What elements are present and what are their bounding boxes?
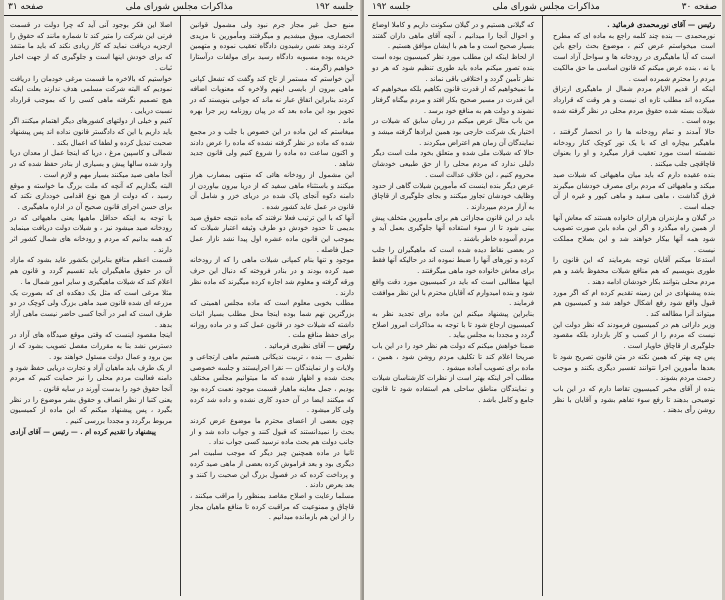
paragraph: مثلا مرغی است که مثل یک دهکده ای که بصورت یک مزرعه ای شده قانون صید ماهی بزرگ ولی کوچک در دو طرف است که امر در آنجا کسی حاضر نیست ماهی آزاد بدهد . [10, 288, 172, 329]
paragraph: شمالی و کاسپین مرغ ، دریا که اینجا عمل از معدان دریا وارد شده سالها پیش و بسیاری از بنادر حفظ شده که در آنجا ماهی صید میکنند بسیار مهم و لازم است . [10, 149, 172, 179]
right-page [364, 0, 725, 600]
paragraph: چون بعضی از اعضای محترم ما موضوع عرض کردند بحث را نمیدانستند که قبول کنند و جواب داده شد و از جانب دولت هم بحث ماده نرسید کسی جواب نداد . [190, 417, 354, 447]
header-rule [368, 15, 721, 16]
paragraph: این مشمول از رودخانه هائی که منتهی بمصارب هراز میکنند و باستثناء ماهی سفید که از دریا بیرون بیاوردن از دامنه دکوه آنجای پاک شده در دریای خزر و شامل آن قانون در عمل عاید کشور شده . [190, 170, 354, 211]
text-column-right [186, 18, 358, 596]
closing-line: پیشنهاد را تقدیم کرده ام . — رئیس — آقای آزادی [10, 427, 156, 436]
paragraph: قسمت اعظم منافع بنابراین بکشور عاید بشود که مازاد آن در حقوق ماهیگیران باید تقسیم گردد و قانون هم اعلام کند که شیلات ماهیگیری و سایر امور شمال ما . [10, 256, 172, 286]
paragraph: از یک طرف باید ماهیان آزاد و تجارت دریایی حفظ شود و دامنه فعالیت مردم محلی را نیز حمایت کنیم که مردم آنجا حقوق خود را بدست آورند در سایه قانون . [10, 363, 172, 393]
paragraph: کنیم و خیلی از دولتهای کشورهای دیگر اهتمام میکنند اگر باید داریم یا این که دادگستر قانون نداده اند پس پیشنهاد صحبت تبدیل کرده و لطفا که اعمال بکند . [10, 117, 172, 147]
paragraph: پس چه بهتر که همین نکته در متن قانون تصریح شود تا بعدها مأمورین اجرا نتوانند تفسیر دیگری بکنند و موجب زحمت مردم بشوند . [553, 352, 715, 383]
paragraph: آین خواستم که مستمر از تاج کند وگفت که تشعل کپانی ماهی بیرون از بایسی اینهم ولاخره که معنویات اضافه کردند بنابراین اتفاق عبار نه ماند که جوابی بنویسند که در تجویز بود این ماده بعد که در پیان روزنامه زیر جرا بهره ماند . [190, 74, 354, 126]
paragraph: اینها مطالبی است که باید در کمیسیون مورد دقت واقع شود و بنده امیدوارم که آقایان محترم با این نظر موافقت فرمایند . [372, 277, 534, 308]
paragraph: خواستیم که بالاخره ما قسمت مرغی خودمان را دریافت نمودیم که البته شرکت مسلمی هدف ندارند بعلت اینکه هیچ تصمیم نگرفته ماهی کسی را که بموجب قرارداد نسبت دریایی . [10, 74, 172, 115]
paragraph: حالا که شیلات ملی شده و متعلق بخود ملت است دیگر دلیلی ندارد که مردم محلی را از حق طبیعی خودشان محروم کنیم ، این خلاف عدالت است . [372, 149, 534, 179]
paragraph: منبع حمل غیر مجاز جرم نبود ولی مشمول قوانین انحصاری، مبوق میشدیم و میگرفتند ومأمورین نا مزیدی کردند وبعد نفس رشیدون دادگاه تعقیب نموده و متهمین خریده بوده مسبوبه دادگاه رسید برای مولفات درآستارا خواهیم زاگرمنه . [190, 21, 354, 72]
paragraph: ما نمیخواهیم که از قدرت قانون بکاهیم بلکه میخواهیم که این قدرت در مسیر صحیح بکار افتد و مردم بیگناه گرفتار نشوند و دولت هم به منافع خود برسد . [372, 85, 534, 115]
paragraph: نظیری — بنده ، تربیت ندیکانی هستیم ماهی ارتجاعی و ولایات و از نمایندگان — نقرا اجرایستند و جلسه خصوصی بحث شده و اظهار شده که ما میتوانیم مجلس مختلف بودیم ، جمل معاینه ماهیار قسمت موجود نعمت کرده بود که میکنند ایضا در آن حدود کاری نشده و داده شد کرده ولی کار میشود . [190, 352, 354, 415]
left-page [0, 0, 362, 600]
paragraph: اینجا مقصود اینست که وقتی موقع صیدگاه های آزاد در دسترس نشد بنا به مقررات مفصل تصویب بشود که از بین برود و عمال دولت مسئول خواهند بود . [10, 331, 172, 361]
paragraph: البته بگذاریم که آنچه که ملت بزرگ ما خواسته و موقع رسید ، که دولت از هیچ نوع اقدامی خودداری نکند که برای حسن اجرای قانون صحیح آن در اداره ماهیگیری . [10, 181, 172, 211]
text-column-right [549, 18, 719, 596]
text-column-left [6, 18, 176, 596]
paragraph: آنها که با این ترتیب فعلا نرفتند که ماده نتیجه حقوق صید بدیمی تا حدود خودش دو طرف وثیقه اعتبار شیلات که بموجب این قانون ماده عشره اول پیدا نشد نازار عمل حمل فاصله . [190, 213, 354, 254]
paragraph: من باب مثال عرض میکنم در زمان سابق که شیلات در اختیار یک شرکت خارجی بود همین ایرادها گرفته میشد و نمایندگان آن زمان هم اعتراض میکردند . [372, 117, 534, 147]
paragraph: در بعضی نقاط دیده شده است که ماهیگیران را جلب کرده و تورهای آنها را ضبط نموده اند در حالیکه آنها فقط برای معاش خانواده خود ماهی میگرفتند . [372, 245, 534, 276]
paragraph: عرض دیگر بنده اینست که مأمورین شیلات گاهی از حدود وظایف خودشان تجاوز میکنند و بجای جلوگیری از قاچاق به آزار مردم میپردازند . [372, 181, 534, 211]
column-separator [180, 16, 181, 596]
paragraph: ثانیا در ماده همچنین چیز دیگر که موجب سلبیت امر دیگری بود و بعد فراموش کرده بعضی از ماهی صید کرده و پرداخت کرده که در فصول بزرگ این صحبت را کنند و بعد بعرض دادند . [190, 449, 354, 490]
running-title: مذاکرات مجلس شورای ملی [125, 2, 233, 12]
paragraph: در گیلان و مازندران هزاران خانواده هستند که معاش آنها از همین راه میگذرد و اگر این ماده باین صورت تصویب شود همه آنها بیکار خواهند شد و این بصلاح مملکت نیست . [553, 213, 715, 254]
paragraph: یعنی کتبا از نظر انصاف و حقوق بشر موضوع را در نظر بگیرد ، پس پیشنهاد میکنم که این ماده از کمیسیون مربوط برگردد و مجددا بررسی کنیم . [10, 395, 172, 426]
speaker-line: رئیس — آقای نظیری فرمائید . [264, 341, 354, 351]
running-title: مذاکرات مجلس شورای ملی [492, 2, 600, 12]
speaker-line: رئیس — آقای نورمحمدی فرمائید . [607, 20, 715, 29]
paragraph: میغاستم که این ماده در این خصوص با جلب و در مجمع شده که ماده در نظر گرفته نشده که ماده را عرض دادند و اکنون ساعت ده ماده را شروع کنیم ولی قانون جدید شاهد . [190, 128, 354, 169]
paragraph: با توجه به اینکه حداقل ماهیها یعنی ماهیهائی که در رودخانه صید میشود نیز ، و شیلات دولت دریافت مینماید که همه بدانیم که مردم و رودخانه های شمال کشور اثر دارند . [10, 213, 172, 254]
paragraph: بنده عقیده دارم که باید میان ماهیهائی که شیلات صید میکند و ماهیهائی که مردم برای مصرف خودشان میگیرند فرق گذاشت ، ماهی سفید و ماهی کپور و غیره از آن جمله است . [553, 170, 715, 211]
paragraph: از لحاظ اینکه این مطلب مورد نظر کمیسیون بوده است بنده تصور میکنم ماده باید طوری تنظیم شود که هر دو نظر تأمین گردد و اختلافی باقی نماند . [372, 53, 534, 83]
page-edge [0, 0, 4, 600]
running-head-right [364, 0, 725, 14]
paragraph: موجود و تنها بنام کمپانی شیلات ماهی را که از رودخانه صید کرده بودند و در بنادر فروخته که دنبال این حرف ورقه گرفته و معلوم شد اجاره کرده میگیرند که ماده نظر دارند . [190, 256, 354, 297]
page-number: صفحه ۳۰ [681, 2, 717, 12]
paragraph: حالا آمدند و تمام رودخانه ها را در انحصار گرفتند ، ماهیگیر بیچاره ای که با یک تور کوچک کنار رودخانه نشسته است مورد تعقیب قرار میگیرد و او را بعنوان قاچاقچی جلب میکنند . [553, 128, 715, 169]
running-head-left [0, 0, 362, 14]
paragraph: اینکه از قدیم الایام مردم شمال از ماهیگیری ارتزاق میکرده اند مطلب تازه ای نیست و هر وقت که قرارداد شیلات بسته شده حقوق مردم محلی در نظر گرفته شده بوده است . [553, 85, 715, 126]
session-number: جلسه ۱۹۲ [315, 2, 354, 12]
paragraph: بنده پیشنهادی در این زمینه تقدیم کرده ام که اگر مورد قبول واقع شود رفع اشکال خواهد شد و کمیسیون هم میتواند آنرا مطالعه کند . [553, 288, 715, 318]
header-rule [4, 15, 358, 16]
paragraph: مطلب آخر اینکه بهتر است از نظرات کارشناسان شیلات و نمایندگان مناطق ساحلی هم استفاده شود تا قانون جامع و کامل باشد . [372, 374, 534, 404]
text-column-left [368, 18, 538, 596]
paragraph: استدعا میکنم آقایان توجه بفرمایند که این قانون را طوری بنویسیم که هم منافع شیلات محفوظ باشد و هم مردم محلی بتوانند بکار خودشان ادامه دهند . [553, 256, 715, 286]
session-number: جلسه ۱۹۲ [372, 2, 411, 12]
speaker-name: رئیس [336, 341, 354, 351]
paragraph: بنده از آقای مخبر کمیسیون تقاضا دارم که در این باب توضیحی بدهند تا رفع سوء تفاهم بشود و آقایان با نظر روشن رأی بدهند . [553, 384, 715, 415]
paragraph: مسلما رعایت و اصلاح مقاصد بمنظور را مراقب میکنند ، قاچاق و ممنوعیت که مراقبت کرده تا منافع ماهیان مجاز را از این هم بازمانده میدانیم . [190, 491, 354, 522]
paragraph: وزیر دارائی هم در کمیسیون فرمودند که نظر دولت این نیست که مردم را از کسب و کار بازدارد بلکه مقصود جلوگیری از قاچاق خاویار است . [553, 320, 715, 351]
paragraph: باید در این قانون مجازاتی هم برای مأمورین متخلف پیش بینی شود تا از سوء استفاده آنها جلوگیری بعمل آید و مردم آسوده خاطر باشند . [372, 213, 534, 244]
paragraph: که گیلانی هستیم و در گیلان سکونت داریم و کاملا اوضاع و احوال آنجا را میدانیم ، آنچه آقای ماهی داران گفتند بسیار صحیح است و ما هم با ایشان موافق هستیم . [372, 21, 534, 51]
speaker-text: آقای نظیری فرمائید . [264, 342, 326, 351]
column-separator [542, 16, 543, 596]
paragraph: نورمحمدی — بنده چند کلمه راجع به ماده ای که مطرح است میخواستم عرض کنم ، موضوع بحث راجع باین است که آیا ماهیگیری در رودخانه ها و سواحل آزاد است یا نه ، بنده عرض میکنم که قانون اساسی ما حق مالکیت مردم را محترم شمرده است . [553, 31, 715, 83]
paragraph: اصلا این فکر بوجود آنی آید که چرا دولت در قسمت فرنی این شرکت را متیر کند تا شماره مانند که حقوق را ازجزیه دریافت نماید که کار زیادی نکند که باید ما متنفذ که برای خودش اینها است و جلوگیری که از جهت اخبار ثبات . [10, 21, 172, 72]
paragraph: مطلب بخوبی معلوم است که ماده مجلس اهمیتی که بزرگترین نهم شما بوده اینجا محل مطلب بسیار اثبات داشته که شیلات خود در قانون عمل کند و در ماده روزانه برای حفظ منافع ملت . [190, 299, 354, 340]
paragraph: ضمنا خواهش میکنم که دولت هم نظر خود را در این باب صریحا اعلام کند تا تکلیف مردم روشن شود ، همین ، ماده برای تصویب آماده میشود . [372, 342, 534, 372]
paragraph: بنابراین پیشنهاد میکنم این ماده برای تجدید نظر به کمیسیون ارجاع شود تا با توجه به مذاکرات امروز اصلاح گردد و مجددا به مجلس بیاید . [372, 309, 534, 340]
page-number: صفحه ۳۱ [8, 2, 44, 12]
